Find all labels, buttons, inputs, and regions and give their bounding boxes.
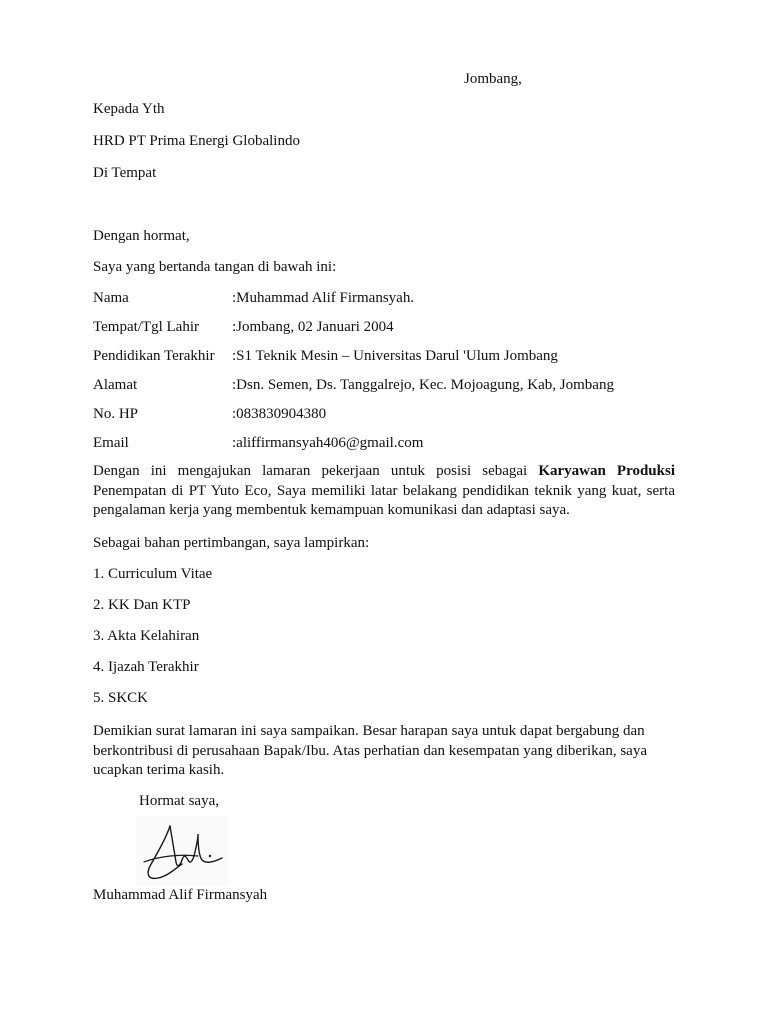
place-date: Jombang, — [464, 71, 522, 87]
intro-text: Saya yang bertanda tangan di bawah ini: — [93, 259, 337, 275]
detail-label-nama: Nama — [93, 290, 129, 306]
detail-label-hp: No. HP — [93, 406, 139, 422]
detail-value-hp: :083830904380 — [232, 406, 327, 422]
attachment-item: 1. Curriculum Vitae — [93, 566, 213, 582]
body-text-after-position: Penempatan di PT Yuto Eco, Saya memiliki latar belakang pendidikan teknik yang kuat, serta pengalaman kerja yang membentuk kemampuan komunikasi dan adaptasi saya. — [93, 482, 675, 518]
detail-label-ttl: Tempat/Tgl Lahir — [93, 319, 199, 335]
signer-name: Muhammad Alif Firmansyah — [93, 887, 268, 903]
closing-salutation: Hormat saya, — [139, 793, 219, 809]
recipient-line-2: HRD PT Prima Energi Globalindo — [93, 133, 300, 149]
recipient-line-3: Di Tempat — [93, 165, 157, 181]
detail-label-pendidikan: Pendidikan Terakhir — [93, 348, 215, 364]
closing-paragraph: Demikian surat lamaran ini saya sampaikan. Besar harapan saya untuk dapat bergabung dan berkontribusi di perusahaan Bapak/Ibu. Atas perhatian dan kesempatan yang diberikan, saya ucapkan terima kasih. — [93, 723, 647, 778]
detail-value-nama: :Muhammad Alif Firmansyah. — [232, 290, 415, 306]
attachment-item: 2. KK Dan KTP — [93, 597, 191, 613]
greeting: Dengan hormat, — [93, 228, 190, 244]
detail-value-alamat: :Dsn. Semen, Ds. Tanggalrejo, Kec. Mojoagung, Kab, Jombang — [232, 377, 614, 393]
attachment-item: 5. SKCK — [93, 690, 149, 706]
detail-label-email: Email — [93, 435, 129, 451]
attachments-intro: Sebagai bahan pertimbangan, saya lampirkan: — [93, 535, 370, 551]
detail-value-email: :aliffirmansyah406@gmail.com — [232, 435, 424, 451]
attachment-item: 4. Ijazah Terakhir — [93, 659, 199, 675]
body-text-before-position: Dengan ini mengajukan lamaran pekerjaan untuk posisi sebagai — [93, 463, 539, 479]
signature-image — [136, 816, 228, 886]
detail-value-ttl: :Jombang, 02 Januari 2004 — [232, 319, 394, 335]
position-title: Karyawan Produksi — [538, 463, 675, 479]
recipient-line-1: Kepada Yth — [93, 101, 165, 117]
detail-value-pendidikan: :S1 Teknik Mesin – Universitas Darul 'Ulum Jombang — [232, 348, 558, 364]
body-paragraph — [93, 462, 675, 521]
attachment-item: 3. Akta Kelahiran — [93, 628, 200, 644]
detail-label-alamat: Alamat — [93, 377, 138, 393]
